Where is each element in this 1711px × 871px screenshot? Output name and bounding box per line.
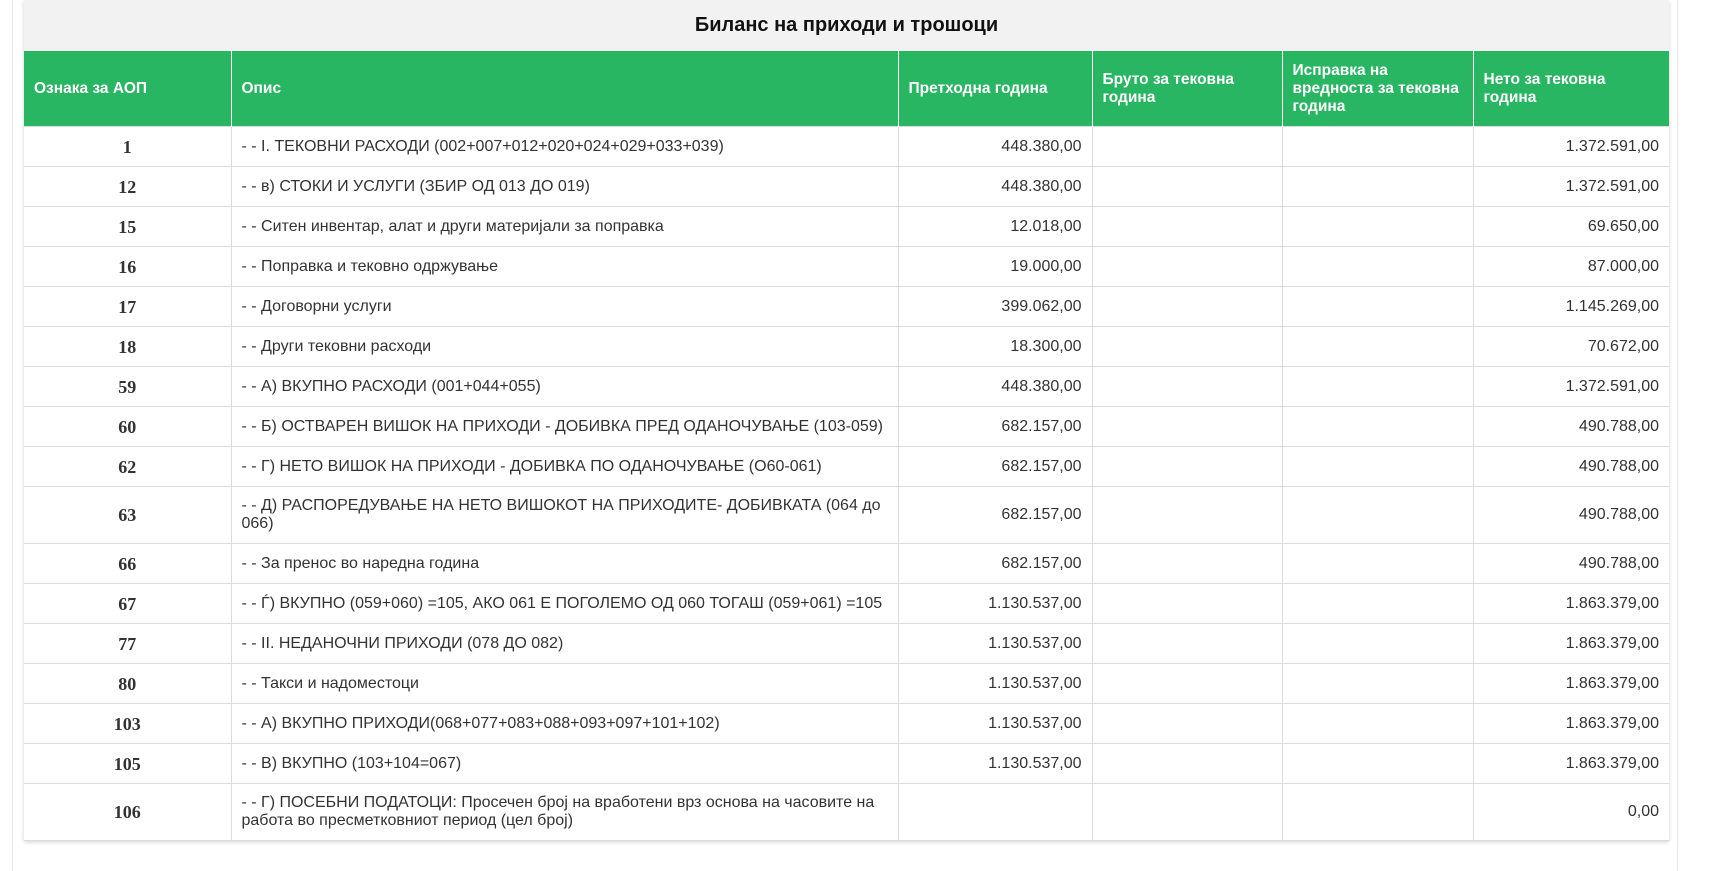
row-code: 63 (24, 487, 231, 544)
row-description: - - II. НЕДАНОЧНИ ПРИХОДИ (078 ДО 082) (231, 624, 898, 664)
row-net-current: 490.788,00 (1473, 487, 1669, 544)
row-code: 106 (24, 784, 231, 841)
row-description: - - I. ТЕКОВНИ РАСХОДИ (002+007+012+020+024+029+033+039) (231, 127, 898, 167)
column-header-previous-year: Претходна година (898, 51, 1092, 127)
table-row (24, 544, 1669, 584)
row-description: - - Такси и надоместоци (231, 664, 898, 704)
row-previous-year: 448.380,00 (898, 167, 1092, 207)
row-gross-current (1092, 487, 1282, 544)
row-net-current: 70.672,00 (1473, 327, 1669, 367)
row-gross-current (1092, 407, 1282, 447)
row-gross-current (1092, 704, 1282, 744)
table-row (24, 624, 1669, 664)
row-value-adjustment (1282, 744, 1473, 784)
row-gross-current (1092, 744, 1282, 784)
row-description: - - Ѓ) ВКУПНО (059+060) =105, АКО 061 Е ПОГОЛЕМО ОД 060 ТОГАШ (059+061) =105 (231, 584, 898, 624)
row-value-adjustment (1282, 487, 1473, 544)
row-gross-current (1092, 447, 1282, 487)
row-description: - - За пренос во наредна година (231, 544, 898, 584)
column-header-gross-current: Бруто за тековна година (1092, 51, 1282, 127)
header-row (24, 51, 1669, 127)
row-gross-current (1092, 327, 1282, 367)
row-net-current: 1.145.269,00 (1473, 287, 1669, 327)
row-net-current: 1.863.379,00 (1473, 664, 1669, 704)
column-header-value-adjustment: Исправка на вредноста за тековна година (1282, 51, 1473, 127)
row-value-adjustment (1282, 287, 1473, 327)
row-value-adjustment (1282, 407, 1473, 447)
row-gross-current (1092, 287, 1282, 327)
table-row (24, 127, 1669, 167)
row-previous-year: 1.130.537,00 (898, 664, 1092, 704)
table-row (24, 287, 1669, 327)
income-expense-panel (24, 0, 1669, 841)
table-row (24, 487, 1669, 544)
row-description: - - Б) ОСТВАРЕН ВИШОК НА ПРИХОДИ - ДОБИВКА ПРЕД ОДАНОЧУВАЊЕ (103-059) (231, 407, 898, 447)
row-previous-year: 1.130.537,00 (898, 744, 1092, 784)
row-description: - - Г) ПОСЕБНИ ПОДАТОЦИ: Просечен број на вработени врз основа на часовите на работа во пресметковниот период (цел број) (231, 784, 898, 841)
row-code: 105 (24, 744, 231, 784)
table-row (24, 664, 1669, 704)
row-gross-current (1092, 207, 1282, 247)
table-row (24, 327, 1669, 367)
row-net-current: 1.863.379,00 (1473, 584, 1669, 624)
row-previous-year (898, 784, 1092, 841)
row-description: - - Поправка и тековно одржување (231, 247, 898, 287)
row-previous-year: 448.380,00 (898, 127, 1092, 167)
row-description: - - в) СТОКИ И УСЛУГИ (ЗБИР ОД 013 ДО 019) (231, 167, 898, 207)
row-gross-current (1092, 167, 1282, 207)
row-previous-year: 19.000,00 (898, 247, 1092, 287)
column-header-code: Ознака за АОП (24, 51, 231, 127)
row-previous-year: 448.380,00 (898, 367, 1092, 407)
row-description: - - Д) РАСПОРЕДУВАЊЕ НА НЕТО ВИШОКОТ НА ПРИХОДИТЕ- ДОБИВКАТА (064 до 066) (231, 487, 898, 544)
row-net-current: 490.788,00 (1473, 407, 1669, 447)
row-code: 18 (24, 327, 231, 367)
row-gross-current (1092, 664, 1282, 704)
row-gross-current (1092, 247, 1282, 287)
table-row (24, 784, 1669, 841)
table-row (24, 407, 1669, 447)
row-previous-year: 12.018,00 (898, 207, 1092, 247)
row-net-current: 490.788,00 (1473, 447, 1669, 487)
row-code: 17 (24, 287, 231, 327)
row-value-adjustment (1282, 784, 1473, 841)
row-value-adjustment (1282, 327, 1473, 367)
row-code: 80 (24, 664, 231, 704)
table-row (24, 704, 1669, 744)
row-gross-current (1092, 127, 1282, 167)
row-gross-current (1092, 544, 1282, 584)
row-net-current: 1.372.591,00 (1473, 167, 1669, 207)
row-code: 60 (24, 407, 231, 447)
row-net-current: 69.650,00 (1473, 207, 1669, 247)
column-header-net-current: Нето за тековна година (1473, 51, 1669, 127)
table-row (24, 167, 1669, 207)
row-net-current: 1.372.591,00 (1473, 127, 1669, 167)
row-value-adjustment (1282, 247, 1473, 287)
table-row (24, 744, 1669, 784)
row-previous-year: 18.300,00 (898, 327, 1092, 367)
row-code: 16 (24, 247, 231, 287)
row-value-adjustment (1282, 664, 1473, 704)
table-row (24, 584, 1669, 624)
row-description: - - В) ВКУПНО (103+104=067) (231, 744, 898, 784)
row-code: 67 (24, 584, 231, 624)
row-previous-year: 1.130.537,00 (898, 704, 1092, 744)
row-net-current: 490.788,00 (1473, 544, 1669, 584)
balance-table (24, 51, 1669, 841)
table-body (24, 127, 1669, 841)
row-code: 15 (24, 207, 231, 247)
row-gross-current (1092, 367, 1282, 407)
row-code: 62 (24, 447, 231, 487)
row-value-adjustment (1282, 584, 1473, 624)
row-code: 1 (24, 127, 231, 167)
row-previous-year: 682.157,00 (898, 544, 1092, 584)
row-previous-year: 399.062,00 (898, 287, 1092, 327)
row-description: - - Други тековни расходи (231, 327, 898, 367)
row-description: - - Г) НЕТО ВИШОК НА ПРИХОДИ - ДОБИВКА ПО ОДАНОЧУВАЊЕ (О60-061) (231, 447, 898, 487)
column-header-description: Опис (231, 51, 898, 127)
row-net-current: 1.863.379,00 (1473, 744, 1669, 784)
row-value-adjustment (1282, 207, 1473, 247)
row-previous-year: 1.130.537,00 (898, 624, 1092, 664)
row-value-adjustment (1282, 624, 1473, 664)
row-description: - - Договорни услуги (231, 287, 898, 327)
row-value-adjustment (1282, 447, 1473, 487)
row-previous-year: 682.157,00 (898, 487, 1092, 544)
row-description: - - Ситен инвентар, алат и други материјали за поправка (231, 207, 898, 247)
row-code: 77 (24, 624, 231, 664)
row-previous-year: 1.130.537,00 (898, 584, 1092, 624)
row-code: 59 (24, 367, 231, 407)
row-net-current: 1.863.379,00 (1473, 624, 1669, 664)
row-value-adjustment (1282, 367, 1473, 407)
row-net-current: 1.372.591,00 (1473, 367, 1669, 407)
row-value-adjustment (1282, 704, 1473, 744)
table-row (24, 447, 1669, 487)
row-previous-year: 682.157,00 (898, 447, 1092, 487)
table-row (24, 367, 1669, 407)
row-code: 12 (24, 167, 231, 207)
row-value-adjustment (1282, 167, 1473, 207)
panel-title: Биланс на приходи и трошоци (24, 0, 1669, 51)
row-description: - - А) ВКУПНО ПРИХОДИ(068+077+083+088+093+097+101+102) (231, 704, 898, 744)
row-gross-current (1092, 624, 1282, 664)
row-description: - - А) ВКУПНО РАСХОДИ (001+044+055) (231, 367, 898, 407)
table-row (24, 247, 1669, 287)
row-gross-current (1092, 584, 1282, 624)
row-value-adjustment (1282, 127, 1473, 167)
row-net-current: 87.000,00 (1473, 247, 1669, 287)
row-net-current: 1.863.379,00 (1473, 704, 1669, 744)
row-previous-year: 682.157,00 (898, 407, 1092, 447)
row-net-current: 0,00 (1473, 784, 1669, 841)
row-code: 103 (24, 704, 231, 744)
table-row (24, 207, 1669, 247)
table-header (24, 51, 1669, 127)
row-gross-current (1092, 784, 1282, 841)
row-value-adjustment (1282, 544, 1473, 584)
row-code: 66 (24, 544, 231, 584)
